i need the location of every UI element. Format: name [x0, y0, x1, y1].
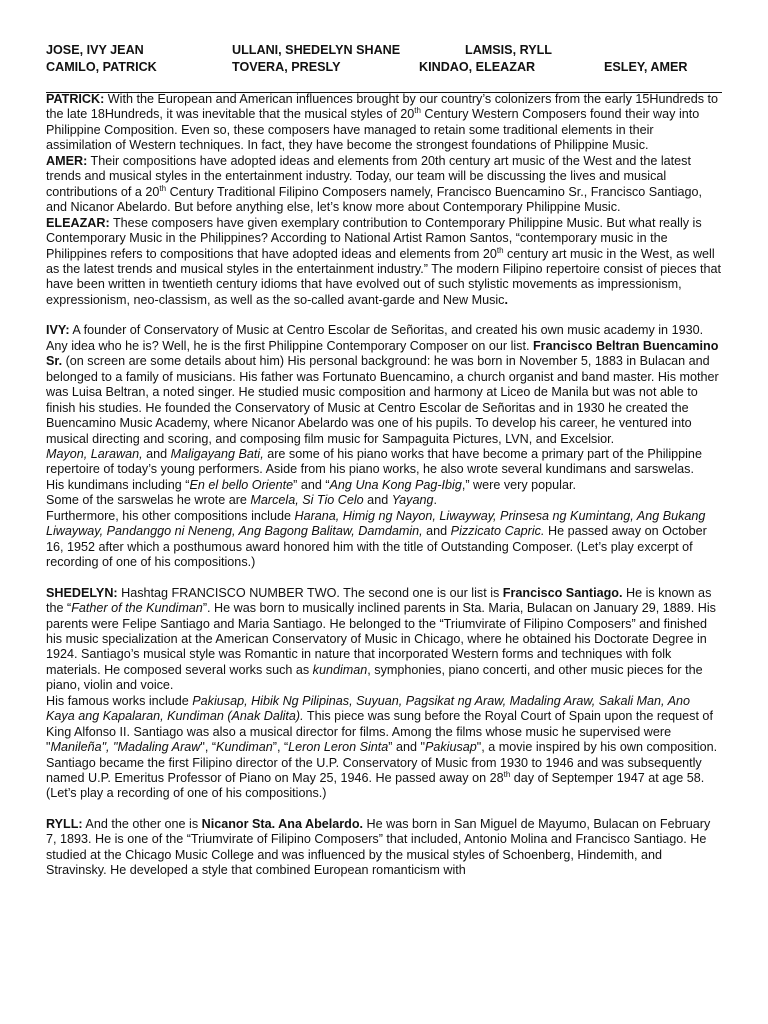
- speaker-label: ELEAZAR:: [46, 215, 110, 230]
- paragraph-piano-works: Mayon, Larawan, and Maligayang Bati, are some of his piano works that have become a primary part of the Philippine repertoire of today’s young performers. Aside from his piano works, he also wrote several kundimans and sarswelas.: [46, 446, 702, 477]
- member-name: JOSE, IVY JEAN: [46, 43, 144, 57]
- speaker-label: SHEDELYN:: [46, 585, 118, 600]
- document-page: [46, 42, 722, 878]
- script-body: [46, 92, 722, 879]
- member-name: CAMILO, PATRICK: [46, 60, 157, 74]
- composer-name: Francisco Santiago.: [502, 585, 623, 600]
- paragraph-patrick: PATRICK: With the European and American influences brought by our country’s colonizers from the early 15Hundreds to the late 18Hundreds, it was inevitable that the musical styles of 20th Century Western Composers found their way into Philippine Composition. Even so, these composers have managed to retain some traditional elements in their assimilation of Western techniques. In fact, they have become the strongest foundations of Philippine Music.: [46, 92, 718, 153]
- paragraph-spacer: [46, 571, 722, 586]
- paragraph-eleazar: ELEAZAR: These composers have given exemplary contribution to Contemporary Philippine Music. But what really is Contemporary Music in the Philippines? According to National Artist Ramon Santos, “contemporary music in the Philippines refers to compositions that have adopted ideas and elements from 20th century art music in the West, as well as the latest trends and musical styles in the entertainment industry.” The modern Filipino repertoire consist of pieces that have been written in twentieth century idioms that have evolved out of such stylistic movements as impressionism, expressionism, neo-classism, as well as the so-called avant-garde and New Music.: [46, 215, 722, 307]
- paragraph-famous-works: His famous works include Pakiusap, Hibik Ng Pilipinas, Suyuan, Pagsikat ng Araw, Madaling Araw, Sakali Man, Ano Kaya ang Kapalaran, Kundiman (Anak Dalita). This piece was sung before the Royal Court of Spain upon the request of King Alfonso II. Santiago was also a musical director for films. Among the films whose music he supervised were "Manileña", "Madaling Araw", “Kundiman”, “Leron Leron Sinta” and "Pakiusap", a movie inspired by his own composition. Santiago became the first Filipino director of the U.P. Conservatory of Music from 1930 to 1946 and was subsequently named U.P. Emeritus Professor of Piano on May 25, 1946. He passed away on 28th day of Septemper 1947 at age 58. (Let’s play a recording of one of his compositions.): [46, 693, 718, 801]
- paragraph-shedelyn: SHEDELYN: Hashtag FRANCISCO NUMBER TWO. The second one is our list is Francisco Santiago. He is known as the “Father of the Kundiman”. He was born to musically inclined parents in Sta. Maria, Bulacan on January 29, 1889. His parents were Felipe Santiago and Maria Santiago. He belonged to the “Triumvirate of Filipino Composers” and finished his music specialization at the American Conservatory of Music in Chicago, where he obtained his Doctorate Degree in 1924. Santiago’s musical style was Romantic in nature that incorporated Western forms and techniques with folk materials. He composed several works such as kundiman, symphonies, piano concerti, and other music pieces for the piano, violin and voice.: [46, 585, 716, 693]
- speaker-label: RYLL:: [46, 816, 83, 831]
- speaker-label: IVY:: [46, 323, 70, 338]
- paragraph-ivy: IVY: A founder of Conservatory of Music at Centro Escolar de Señoritas, and created his own music academy in 1930. Any idea who he is? Well, he is the first Philippine Contemporary Composer on our list. Francisco Beltran Buencamino Sr. (on screen are some details about him) His personal background: he was born in November 5, 1883 in Bulacan and belonged to a family of musicians. His father was Fortunato Buencamino, a church organist and band master. His mother was Luisa Beltran, a noted singer. He studied music composition and harmony at Liceo de Manila but was not able to finish his studies. He founded the Conservatory of Music at Centro Escolar de Señoritas and in 1930 he created the Buencamino Music Academy, where Nicanor Abelardo was one of his pupils. To develop his career, he ventured into musical directing and scoring, and composing film music for Sampaguita Pictures, LVN, and Excelsior.: [46, 323, 719, 446]
- member-name: TOVERA, PRESLY: [232, 60, 341, 74]
- group-member-names: [46, 42, 722, 76]
- paragraph-other-works: Furthermore, his other compositions include Harana, Himig ng Nayon, Liwayway, Prinsesa ng Kumintang, Ang Bukang Liwayway, Pandanggo ni Neneng, Ang Bagong Balitaw, Damdamin, and Pizzicato Capric. He passed away on October 16, 1952 after which a posthumous award honored him with the title of Outstanding Composer. (Let’s play excerpt of recording of one of his compositions.): [46, 508, 707, 570]
- member-name: ESLEY, AMER: [604, 60, 688, 74]
- speaker-label: AMER:: [46, 153, 88, 168]
- member-name: LAMSIS, RYLL: [465, 43, 552, 57]
- paragraph-amer: AMER: Their compositions have adopted ideas and elements from 20th century art music of the West and the latest trends and musical styles in the entertainment industry. Today, our team will be discussing the lives and musical contributions of a 20th Century Traditional Filipino Composers namely, Francisco Buencamino Sr., Francisco Santiago, and Nicanor Abelardo. But before anything else, let’s know more about Contemporary Philippine Music.: [46, 153, 703, 215]
- composer-name: Francisco Beltran Buencamino Sr.: [46, 338, 719, 369]
- paragraph-kundimans: His kundimans including “En el bello Oriente” and “Ang Una Kong Pag-Ibig,” were very popular.: [46, 477, 576, 492]
- paragraph-spacer: [46, 308, 722, 323]
- member-name: KINDAO, ELEAZAR: [419, 60, 536, 74]
- member-name: ULLANI, SHEDELYN SHANE: [232, 43, 401, 57]
- paragraph-sarswelas: Some of the sarswelas he wrote are Marcela, Si Tio Celo and Yayang.: [46, 493, 437, 508]
- paragraph-ryll: RYLL: And the other one is Nicanor Sta. Ana Abelardo. He was born in San Miguel de Mayumo, Bulacan on February 7, 1893. He is one of the “Triumvirate of Filipino Composers” that included, Antonio Molina and Francisco Santiago. He studied at the Chicago Music College and was influenced by the musical styles of Schoenberg, Hindemith, and Stravinsky. He developed a style that combined European romanticism with: [46, 816, 711, 878]
- composer-name: Nicanor Sta. Ana Abelardo.: [201, 816, 364, 831]
- speaker-label: PATRICK:: [46, 92, 105, 106]
- paragraph-spacer: [46, 802, 722, 817]
